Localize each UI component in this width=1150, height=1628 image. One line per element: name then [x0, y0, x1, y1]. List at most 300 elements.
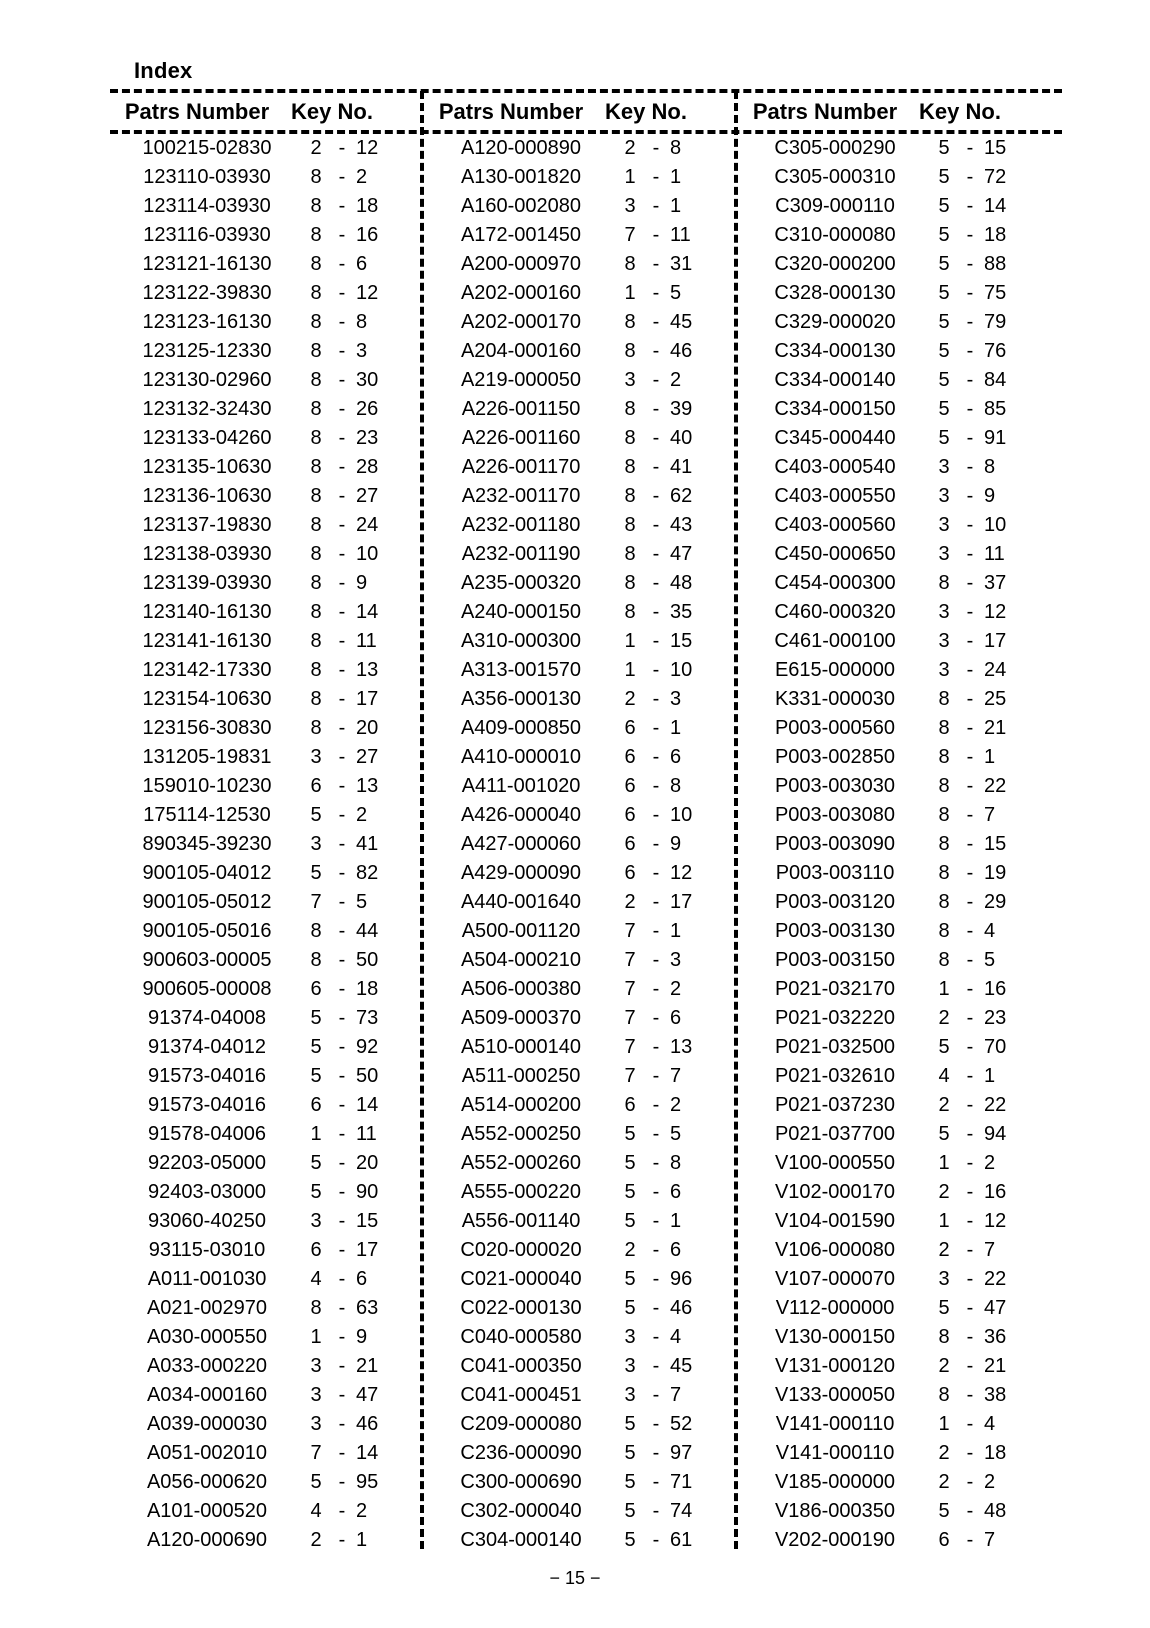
part-number: A500-001120 [461, 920, 581, 942]
key-separator: - [338, 862, 346, 884]
index-row [426, 1410, 744, 1439]
key-item: 2 [356, 1500, 368, 1522]
index-row [426, 1323, 744, 1352]
key-separator: - [652, 1065, 660, 1087]
key-separator: - [966, 1094, 974, 1116]
key-item: 47 [984, 1297, 1007, 1319]
key-item: 3 [356, 340, 368, 362]
key-separator: - [338, 572, 346, 594]
key-separator: - [338, 630, 346, 652]
key-item: 22 [984, 775, 1007, 797]
key-item: 26 [356, 398, 379, 420]
key-item: 31 [670, 253, 693, 275]
key-item: 21 [984, 717, 1007, 739]
index-row [740, 1033, 1058, 1062]
index-row [112, 1033, 430, 1062]
part-number: A552-000250 [460, 1123, 582, 1145]
key-separator: - [338, 1152, 346, 1174]
index-row [426, 424, 744, 453]
key-figure: 8 [310, 543, 322, 565]
index-row [740, 888, 1058, 917]
key-figure: 8 [310, 717, 322, 739]
key-figure: 3 [938, 543, 950, 565]
index-row [112, 250, 430, 279]
index-row [112, 1323, 430, 1352]
index-row [740, 656, 1058, 685]
key-item: 46 [670, 340, 693, 362]
key-figure: 8 [310, 456, 322, 478]
part-number: V130-000150 [774, 1326, 896, 1348]
key-separator: - [652, 282, 660, 304]
key-figure: 7 [624, 978, 636, 1000]
part-number: A555-000220 [460, 1181, 582, 1203]
key-item: 44 [356, 920, 379, 942]
index-row [426, 221, 744, 250]
key-separator: - [652, 427, 660, 449]
key-item: 29 [984, 891, 1007, 913]
key-separator: - [652, 1152, 660, 1174]
part-number: A232-001170 [461, 485, 581, 507]
key-separator: - [966, 804, 974, 826]
key-figure: 6 [624, 717, 636, 739]
index-row [112, 482, 430, 511]
part-number: V100-000550 [774, 1152, 896, 1174]
index-row [112, 801, 430, 830]
index-row [740, 772, 1058, 801]
key-item: 1 [670, 717, 682, 739]
key-separator: - [966, 369, 974, 391]
part-number: A504-000210 [460, 949, 582, 971]
key-item: 95 [356, 1471, 379, 1493]
key-figure: 8 [310, 1297, 322, 1319]
key-separator: - [966, 1210, 974, 1232]
key-separator: - [652, 253, 660, 275]
index-row [112, 1381, 430, 1410]
key-separator: - [652, 978, 660, 1000]
part-number: 93115-03010 [148, 1239, 266, 1261]
key-figure: 8 [938, 949, 950, 971]
key-figure: 8 [938, 862, 950, 884]
key-separator: - [652, 311, 660, 333]
part-number: 900603-00005 [142, 949, 272, 971]
index-row [112, 511, 430, 540]
index-row [740, 1439, 1058, 1468]
key-figure: 7 [624, 1036, 636, 1058]
key-figure: 8 [310, 398, 322, 420]
key-figure: 1 [938, 1413, 950, 1435]
key-figure: 8 [938, 833, 950, 855]
part-number: C041-000350 [460, 1355, 582, 1377]
key-item: 23 [356, 427, 379, 449]
key-separator: - [338, 1065, 346, 1087]
index-row [740, 801, 1058, 830]
index-row [740, 134, 1058, 163]
key-separator: - [652, 891, 660, 913]
key-item: 23 [984, 1007, 1007, 1029]
key-figure: 8 [624, 398, 636, 420]
part-number: 900105-05012 [142, 891, 272, 913]
key-figure: 4 [310, 1500, 322, 1522]
index-row [426, 366, 744, 395]
key-item: 9 [984, 485, 996, 507]
part-number: C334-000150 [774, 398, 896, 420]
key-figure: 5 [310, 1007, 322, 1029]
part-number: 91374-04008 [148, 1007, 266, 1029]
key-separator: - [338, 1297, 346, 1319]
part-number: A427-000060 [460, 833, 582, 855]
index-row [426, 917, 744, 946]
part-number: V131-000120 [774, 1355, 896, 1377]
key-separator: - [966, 456, 974, 478]
key-figure: 1 [310, 1123, 322, 1145]
key-figure: 8 [624, 601, 636, 623]
key-separator: - [338, 775, 346, 797]
key-separator: - [966, 891, 974, 913]
part-number: 890345-39230 [142, 833, 272, 855]
part-number: A056-000620 [146, 1471, 268, 1493]
index-row [112, 627, 430, 656]
index-row [426, 859, 744, 888]
key-figure: 7 [624, 949, 636, 971]
part-number: P021-037230 [774, 1094, 896, 1116]
key-item: 27 [356, 485, 379, 507]
index-row [426, 1497, 744, 1526]
key-figure: 2 [310, 1529, 322, 1551]
key-separator: - [338, 1355, 346, 1377]
part-number: A219-000050 [460, 369, 582, 391]
part-number: A409-000850 [460, 717, 582, 739]
key-figure: 4 [310, 1268, 322, 1290]
key-separator: - [966, 1529, 974, 1551]
key-figure: 5 [938, 1500, 950, 1522]
key-item: 6 [356, 253, 368, 275]
part-number: C403-000540 [774, 456, 896, 478]
index-row [112, 859, 430, 888]
index-row [112, 888, 430, 917]
part-number: 123136-10630 [142, 485, 272, 507]
part-number: 131205-19831 [142, 746, 272, 768]
key-figure: 8 [938, 920, 950, 942]
key-item: 97 [670, 1442, 693, 1464]
index-rows [112, 134, 430, 1555]
key-figure: 2 [938, 1355, 950, 1377]
key-figure: 8 [310, 659, 322, 681]
part-number: 175114-12530 [143, 804, 271, 826]
index-row [740, 627, 1058, 656]
page-title: Index [134, 58, 193, 83]
index-row [112, 1439, 430, 1468]
key-figure: 6 [938, 1529, 950, 1551]
key-separator: - [652, 949, 660, 971]
part-number: A552-000260 [460, 1152, 582, 1174]
key-figure: 5 [624, 1442, 636, 1464]
index-row [112, 598, 430, 627]
index-row [112, 337, 430, 366]
key-item: 15 [984, 137, 1007, 159]
part-number: A101-000520 [146, 1500, 268, 1522]
key-item: 11 [670, 224, 691, 246]
key-figure: 5 [938, 311, 950, 333]
index-row [112, 714, 430, 743]
key-no-header: Key No. [919, 99, 1001, 124]
key-item: 1 [356, 1529, 368, 1551]
index-row [740, 1004, 1058, 1033]
key-separator: - [966, 659, 974, 681]
index-row [740, 1236, 1058, 1265]
key-separator: - [338, 340, 346, 362]
key-item: 91 [984, 427, 1007, 449]
key-separator: - [338, 456, 346, 478]
key-separator: - [966, 862, 974, 884]
key-item: 74 [670, 1500, 693, 1522]
index-row [426, 1178, 744, 1207]
key-figure: 2 [938, 1442, 950, 1464]
key-separator: - [652, 195, 660, 217]
index-row [112, 569, 430, 598]
index-row [740, 714, 1058, 743]
key-item: 7 [984, 804, 996, 826]
key-figure: 8 [310, 369, 322, 391]
key-figure: 2 [938, 1471, 950, 1493]
key-figure: 3 [938, 601, 950, 623]
index-row [426, 1265, 744, 1294]
part-number: 123139-03930 [142, 572, 272, 594]
key-item: 85 [984, 398, 1007, 420]
key-separator: - [338, 514, 346, 536]
index-row [740, 830, 1058, 859]
part-number: V102-000170 [774, 1181, 896, 1203]
key-separator: - [652, 485, 660, 507]
part-number: P003-002850 [774, 746, 896, 768]
key-separator: - [338, 659, 346, 681]
key-item: 2 [984, 1152, 996, 1174]
key-figure: 6 [624, 804, 636, 826]
key-figure: 3 [624, 369, 636, 391]
index-row [426, 1091, 744, 1120]
part-number: A130-001820 [460, 166, 582, 188]
part-number: C309-000110 [775, 195, 895, 217]
index-row [112, 1207, 430, 1236]
part-number: A410-000010 [460, 746, 582, 768]
part-number: V141-000110 [775, 1442, 895, 1464]
index-row [740, 337, 1058, 366]
key-separator: - [652, 601, 660, 623]
key-item: 18 [356, 195, 379, 217]
key-separator: - [966, 949, 974, 971]
key-figure: 3 [624, 195, 636, 217]
key-separator: - [966, 601, 974, 623]
index-row [112, 163, 430, 192]
part-number: V186-000350 [774, 1500, 896, 1522]
key-separator: - [338, 1326, 346, 1348]
key-item: 1 [670, 1210, 682, 1232]
index-row [426, 1062, 744, 1091]
key-item: 12 [356, 137, 379, 159]
index-row [740, 1120, 1058, 1149]
key-separator: - [338, 485, 346, 507]
key-no-header: Key No. [605, 99, 687, 124]
index-row [112, 395, 430, 424]
key-separator: - [338, 1500, 346, 1522]
part-number: C461-000100 [774, 630, 896, 652]
part-number: A030-000550 [146, 1326, 268, 1348]
key-item: 1 [670, 166, 682, 188]
part-number: V185-000000 [774, 1471, 896, 1493]
key-item: 96 [670, 1268, 693, 1290]
key-figure: 5 [310, 1181, 322, 1203]
index-row [740, 250, 1058, 279]
part-number: C021-000040 [460, 1268, 582, 1290]
part-number: V112-000000 [775, 1297, 895, 1319]
key-separator: - [338, 804, 346, 826]
key-figure: 3 [624, 1355, 636, 1377]
key-separator: - [966, 1326, 974, 1348]
index-row [426, 772, 744, 801]
key-separator: - [966, 688, 974, 710]
key-item: 2 [670, 369, 682, 391]
key-figure: 8 [938, 1326, 950, 1348]
key-item: 11 [356, 630, 377, 652]
part-number: 123141-16130 [142, 630, 272, 652]
index-row [740, 1410, 1058, 1439]
key-item: 76 [984, 340, 1007, 362]
key-figure: 7 [310, 891, 322, 913]
key-item: 19 [984, 862, 1007, 884]
key-item: 11 [356, 1123, 377, 1145]
key-separator: - [652, 1181, 660, 1203]
key-item: 88 [984, 253, 1007, 275]
index-row [740, 1352, 1058, 1381]
part-number: 123110-03930 [143, 166, 271, 188]
key-item: 7 [984, 1529, 996, 1551]
key-item: 52 [670, 1413, 693, 1435]
key-figure: 3 [938, 485, 950, 507]
part-number: A235-000320 [460, 572, 582, 594]
key-separator: - [338, 311, 346, 333]
key-item: 21 [984, 1355, 1007, 1377]
key-separator: - [966, 195, 974, 217]
part-number: A556-001140 [461, 1210, 581, 1232]
page-number: − 15 − [549, 1568, 601, 1588]
key-item: 12 [984, 1210, 1007, 1232]
index-row [426, 337, 744, 366]
key-item: 17 [670, 891, 693, 913]
part-number: A440-001640 [460, 891, 582, 913]
key-figure: 8 [310, 630, 322, 652]
key-figure: 1 [624, 282, 636, 304]
index-row [426, 830, 744, 859]
index-row [426, 1439, 744, 1468]
part-number: 159010-10230 [142, 775, 272, 797]
key-figure: 8 [310, 485, 322, 507]
key-item: 24 [984, 659, 1007, 681]
index-row [740, 163, 1058, 192]
index-row [112, 1410, 430, 1439]
key-item: 50 [356, 1065, 379, 1087]
key-separator: - [338, 1123, 346, 1145]
part-number: 123132-32430 [142, 398, 272, 420]
part-number: A011-001030 [147, 1268, 267, 1290]
part-number: A226-001150 [461, 398, 581, 420]
key-separator: - [338, 978, 346, 1000]
part-number: C022-000130 [460, 1297, 582, 1319]
part-number: 123154-10630 [142, 688, 272, 710]
key-figure: 8 [624, 572, 636, 594]
key-item: 2 [670, 978, 682, 1000]
part-number: C305-000290 [774, 137, 896, 159]
key-item: 14 [984, 195, 1007, 217]
part-number: A232-001190 [461, 543, 581, 565]
key-item: 4 [984, 1413, 996, 1435]
key-item: 13 [356, 775, 379, 797]
index-row [112, 1178, 430, 1207]
key-separator: - [966, 775, 974, 797]
key-figure: 1 [938, 1152, 950, 1174]
key-item: 27 [356, 746, 379, 768]
part-number: 92203-05000 [148, 1152, 266, 1174]
index-row [426, 656, 744, 685]
key-item: 1 [984, 1065, 996, 1087]
column-header [426, 92, 744, 132]
key-figure: 8 [310, 311, 322, 333]
key-item: 11 [984, 543, 1005, 565]
parts-number-header: Patrs Number [438, 99, 584, 124]
index-row [112, 1236, 430, 1265]
key-item: 22 [984, 1094, 1007, 1116]
index-row [740, 1265, 1058, 1294]
index-row [740, 1497, 1058, 1526]
part-number: A202-000170 [460, 311, 582, 333]
index-column-1 [112, 92, 430, 1551]
key-separator: - [338, 746, 346, 768]
key-separator: - [338, 1239, 346, 1261]
key-figure: 1 [938, 1210, 950, 1232]
key-figure: 5 [624, 1471, 636, 1493]
part-number: A310-000300 [460, 630, 582, 652]
index-row [740, 569, 1058, 598]
key-figure: 8 [310, 601, 322, 623]
key-figure: 3 [310, 1384, 322, 1406]
part-number: 123156-30830 [142, 717, 272, 739]
key-item: 40 [670, 427, 693, 449]
part-number: V202-000190 [774, 1529, 896, 1551]
part-number: V107-000070 [774, 1268, 896, 1290]
key-separator: - [966, 1500, 974, 1522]
index-row [112, 1265, 430, 1294]
key-item: 84 [984, 369, 1007, 391]
key-item: 5 [670, 1123, 682, 1145]
key-figure: 8 [938, 804, 950, 826]
index-row [426, 250, 744, 279]
key-figure: 8 [938, 746, 950, 768]
key-figure: 4 [938, 1065, 950, 1087]
key-figure: 6 [624, 1094, 636, 1116]
key-figure: 2 [938, 1007, 950, 1029]
part-number: 91573-04016 [148, 1065, 266, 1087]
key-figure: 3 [624, 1384, 636, 1406]
part-number: A160-002080 [460, 195, 582, 217]
part-number: P021-037700 [774, 1123, 896, 1145]
key-figure: 7 [624, 920, 636, 942]
key-item: 48 [670, 572, 693, 594]
index-row [426, 511, 744, 540]
index-row [740, 424, 1058, 453]
key-separator: - [338, 1413, 346, 1435]
key-item: 8 [670, 1152, 682, 1174]
index-row [112, 1091, 430, 1120]
part-number: 91573-04016 [148, 1094, 266, 1116]
part-number: 93060-40250 [148, 1210, 266, 1232]
